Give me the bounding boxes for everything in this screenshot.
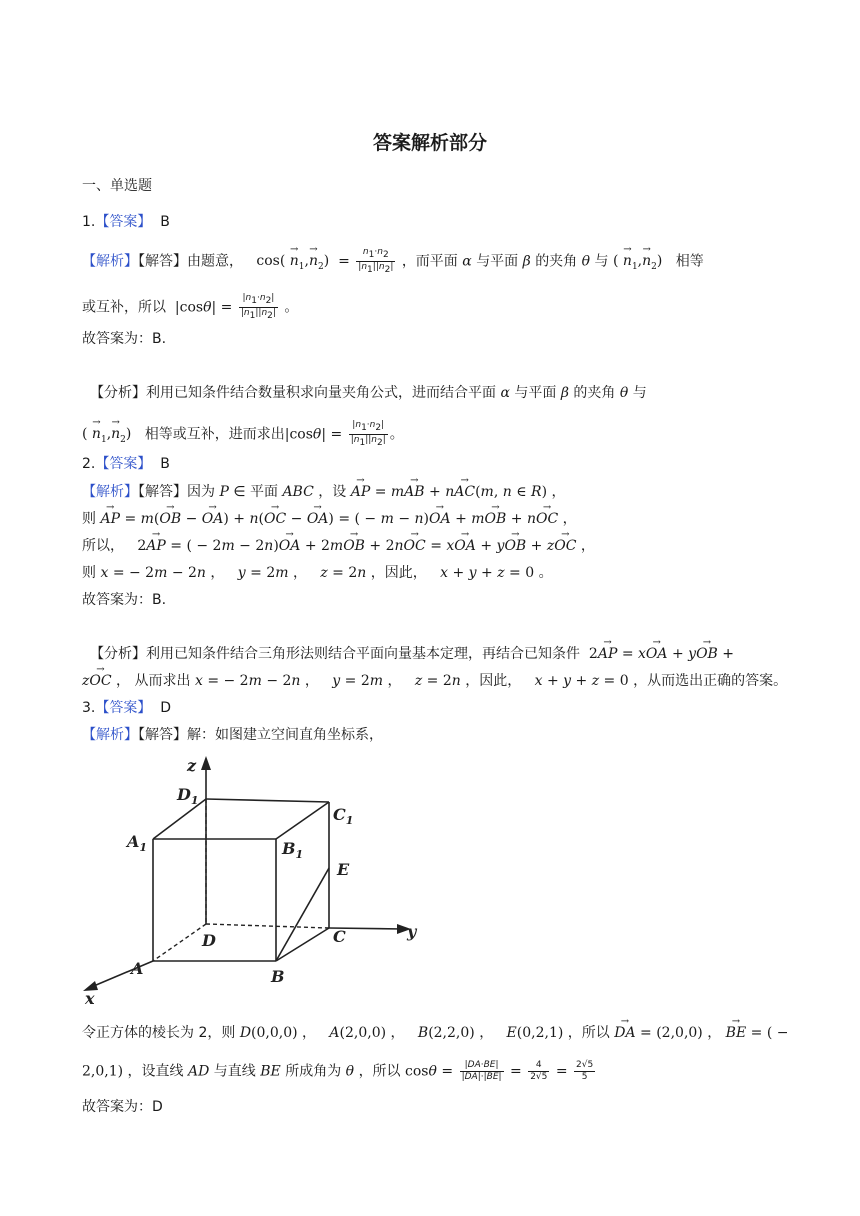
q2-analysis-line4: 则 x = − 2m − 2n ， y = 2m ， z = 2n ，因此， x + y + z = 0 。 (82, 565, 553, 581)
label-a: A (131, 959, 144, 978)
label-e: E (337, 860, 350, 879)
section-heading: 一、单选题 (82, 178, 152, 194)
label-c: C (333, 927, 346, 946)
q2-fenxi-line2: zOC → ， 从而求出 x = − 2m − 2n ， y = 2m ， z = 2n ，因此， x + y + z = 0 ，从而选出正确的答案。 (82, 671, 787, 691)
q3-analysis-line3: 2,0,1) ，设直线 AD 与直线 BE 所成角为 θ ，所以 cosθ = $\frac{|DA\cdot BE|}{|DA|\cdot|BE|}$ = $\frac{4}{2√5}$ = $\frac{2√5}{5}$ (82, 1060, 594, 1082)
label-x: x (85, 989, 95, 1008)
q1-fenxi-line1: 【分析】利用已知条件结合数量积求向量夹角公式，进而结合平面 α 与平面 β 的夹角 θ 与 (90, 385, 647, 401)
q2-analysis-line2: 则 AP → = m(OB → − OA →) + n(OC → − OA →) = ( − m − n)OA → + mOB → + nOC → ， (82, 509, 577, 529)
q1-fenxi-line2: ( $n \to_1,n \to_2$) 相等或互补，进而求出|cosθ| = $\frac{|n_1\cdot n_2|}{|n_1||n_2|}$ 。 (82, 420, 404, 450)
q3-analysis-line1: 【解析】【解答】解：如图建立空间直角坐标系， (82, 727, 383, 743)
label-b1: $B_1$ (282, 839, 304, 861)
cube-coordinate-figure (75, 750, 425, 1010)
label-a1: $A_1$ (127, 832, 148, 854)
q2-analysis-line1: 【解析】【解答】因为 P ∈ 平面 ABC ，设 AP → = mAB → + nAC →(m, n ∈ R) ， (82, 482, 566, 502)
q1-conclusion: 故答案为：B. (82, 331, 167, 347)
q2-fenxi-line1: 【分析】利用已知条件结合三角形法则结合平面向量基本定理，再结合已知条件 2AP → = xOA → + yOB → + (90, 644, 734, 664)
q1-answer-line: 1.【答案】 B (82, 214, 170, 230)
q1-analysis-line2: 或互补，所以 |cosθ| = $\frac{|n_1\cdot n_2|}{|n_1||n_2|}$ 。 (82, 293, 299, 321)
label-c1: $C_1$ (333, 805, 354, 827)
label-z: z (187, 756, 197, 775)
label-y: y (407, 922, 417, 941)
label-d1: $D_1$ (177, 785, 199, 807)
q2-analysis-line3: 所以， 2AP → = ( − 2m − 2n)OA → + 2mOB → + 2nOC → = xOA → + yOB → + zOC → ， (82, 536, 595, 556)
label-b: B (271, 967, 285, 986)
label-d: D (202, 931, 216, 950)
q2-answer-line: 2.【答案】 B (82, 456, 170, 472)
q3-analysis-line2: 令正方体的棱长为 2，则 D(0,0,0) ， A(2,0,0) ， B(2,2,0) ， E(0,2,1) ，所以 DA → = (2,0,0) ， BE → = ( − (82, 1023, 788, 1043)
page-title: 答案解析部分 (372, 132, 487, 154)
q3-answer-line: 3.【答案】 D (82, 700, 172, 716)
q2-conclusion: 故答案为：B. (82, 592, 167, 608)
q1-analysis-line1: 【解析】【解答】由题意， cos( $n \to_1,n \to_2$) = $\frac{n_1\cdot n_2}{|n_1||n_2|}$ ，而平面 α 与平面 β 的夹角 θ 与 ( $n \to_1,n \to_2$) 相等 (82, 247, 704, 277)
q3-conclusion: 故答案为：D (82, 1099, 163, 1115)
